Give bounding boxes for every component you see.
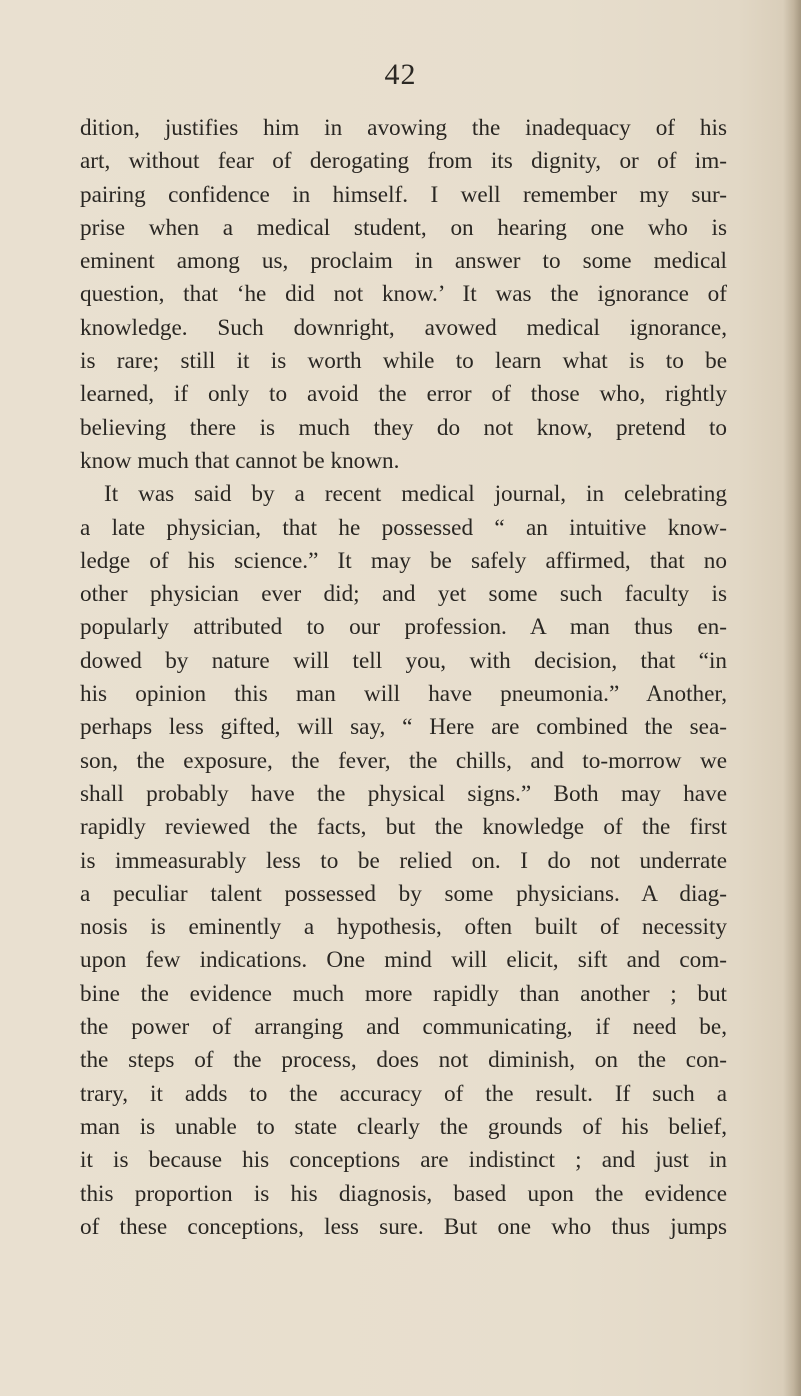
text-line: knowledge. Such downright, avowed medical ignorance, [80, 314, 727, 341]
text-line: pairing confidence in himself. I well remember my sur- [80, 181, 727, 208]
text-line: his opinion this man will have pneumonia.” Another, [80, 681, 727, 708]
text-line: man is unable to state clearly the grounds of his belief, [80, 1113, 727, 1140]
text-line: it is because his conceptions are indistinct ; and just in [80, 1147, 727, 1174]
text-line: prise when a medical student, on hearing one who is [80, 214, 727, 241]
page-number: 42 [384, 58, 417, 91]
text-line: other physician ever did; and yet some such faculty is [80, 581, 727, 608]
text-line: son, the exposure, the fever, the chills, and to-morrow we [80, 747, 727, 774]
text-line: perhaps less gifted, will say, “ Here are combined the sea- [80, 714, 727, 741]
text-line: popularly attributed to our profession. A man thus en- [80, 614, 727, 641]
text-line: is rare; still it is worth while to learn what is to be [80, 348, 727, 375]
text-line: rapidly reviewed the facts, but the knowledge of the first [80, 814, 727, 841]
text-line: is immeasurably less to be relied on. I do not underrate [80, 847, 727, 874]
text-line: nosis is eminently a hypothesis, often built of necessity [80, 914, 727, 941]
text-line: of these conceptions, less sure. But one who thus jumps [80, 1213, 727, 1240]
text-line: question, that ‘he did not know.’ It was the ignorance of [80, 281, 727, 308]
text-line: the power of arranging and communicating, if need be, [80, 1014, 727, 1041]
page-edge-shadow [783, 0, 801, 1396]
text-line: dition, justifies him in avowing the inadequacy of his [80, 115, 727, 141]
text-line: believing there is much they do not know, pretend to [80, 414, 727, 441]
text-line: learned, if only to avoid the error of those who, rightly [80, 381, 727, 408]
text-line: this proportion is his diagnosis, based upon the evidence [80, 1180, 727, 1207]
text-line: dowed by nature will tell you, with decision, that “in [80, 647, 727, 674]
text-line: a peculiar talent possessed by some physicians. A diag- [80, 880, 727, 907]
text-line: upon few indications. One mind will elicit, sift and com- [80, 947, 727, 974]
text-line: It was said by a recent medical journal, in celebrating [104, 481, 727, 508]
text-line: art, without fear of derogating from its dignity, or of im- [80, 148, 727, 175]
text-line: shall probably have the physical signs.” Both may have [80, 780, 727, 807]
text-line: a late physician, that he possessed “ an intuitive know- [80, 514, 727, 541]
text-line: trary, it adds to the accuracy of the result. If such a [80, 1080, 727, 1107]
text-line: know much that cannot be known. [80, 447, 400, 474]
text-line: bine the evidence much more rapidly than another ; but [80, 980, 727, 1007]
text-line: the steps of the process, does not diminish, on the con- [80, 1047, 727, 1074]
text-line: eminent among us, proclaim in answer to some medical [80, 248, 727, 275]
text-line: ledge of his science.” It may be safely affirmed, that no [80, 547, 727, 574]
body-text [80, 112, 727, 1244]
